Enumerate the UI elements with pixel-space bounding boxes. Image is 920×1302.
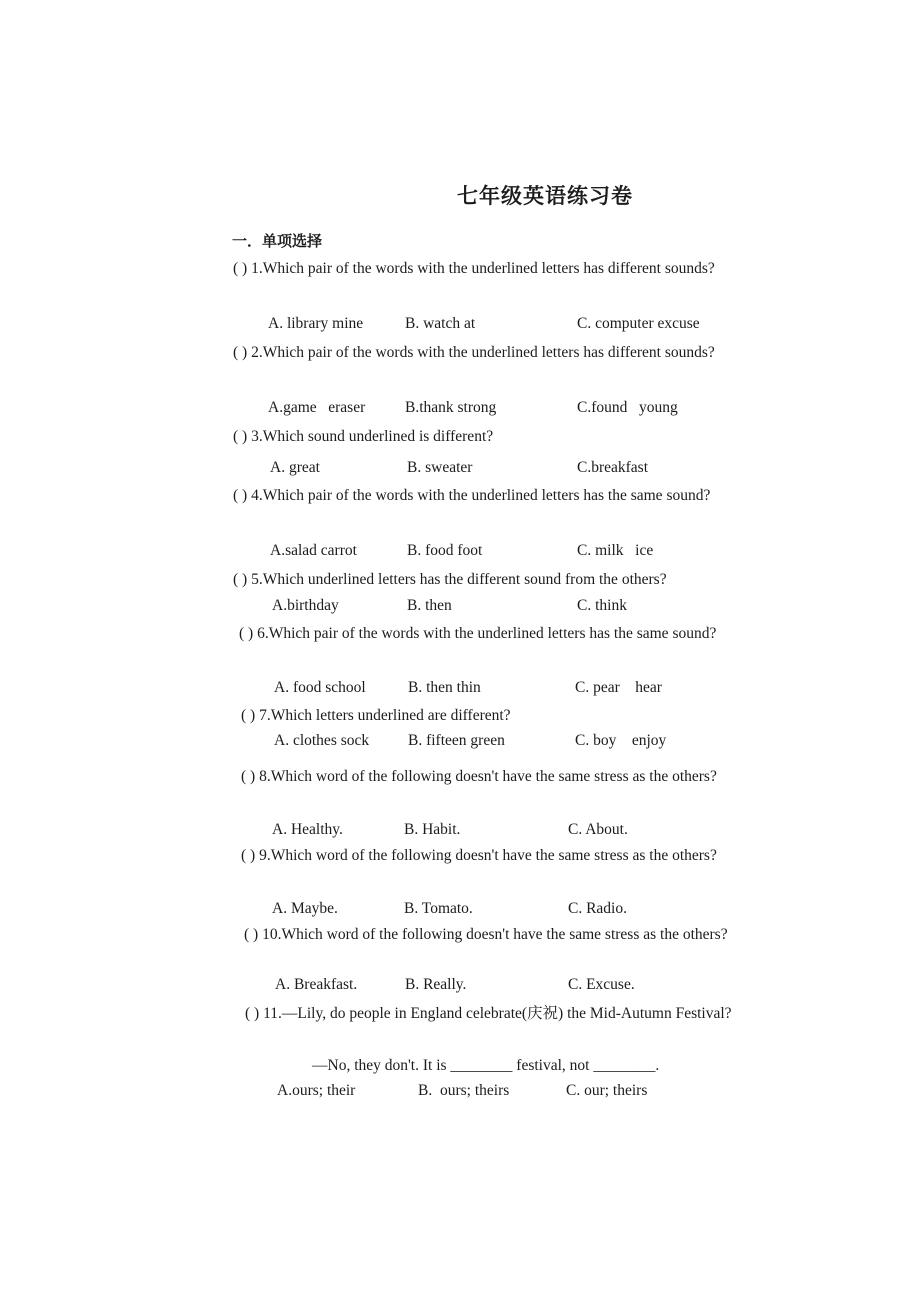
question-5-option-a: A.birthday bbox=[272, 597, 339, 614]
question-8-stem: ( ) 8.Which word of the following doesn't have the same stress as the others? bbox=[241, 768, 717, 785]
page-title: 七年级英语练习卷 bbox=[457, 184, 633, 208]
question-3-option-a: A. great bbox=[270, 459, 320, 476]
question-10-option-a: A. Breakfast. bbox=[275, 976, 358, 993]
question-7-option-b: B. fifteen green bbox=[408, 732, 505, 749]
question-5-stem: ( ) 5.Which underlined letters has the different sound from the others? bbox=[233, 571, 667, 588]
question-9-stem: ( ) 9.Which word of the following doesn't have the same stress as the others? bbox=[241, 847, 717, 864]
question-2-option-a: A.game eraser bbox=[268, 399, 366, 416]
question-3-option-c: C.breakfast bbox=[577, 459, 649, 476]
question-1-option-c: C. computer excuse bbox=[577, 315, 700, 332]
question-11-option-b: B. ours; theirs bbox=[418, 1082, 510, 1099]
question-6-stem: ( ) 6.Which pair of the words with the underlined letters has the same sound? bbox=[239, 625, 717, 642]
question-7-option-c: C. boy enjoy bbox=[575, 732, 667, 749]
question-4-stem: ( ) 4.Which pair of the words with the underlined letters has the same sound? bbox=[233, 487, 711, 504]
question-2-stem: ( ) 2.Which pair of the words with the underlined letters has different sounds? bbox=[233, 344, 715, 361]
question-1-option-b: B. watch at bbox=[405, 315, 476, 332]
question-3-option-b: B. sweater bbox=[407, 459, 473, 476]
question-11-option-c: C. our; theirs bbox=[566, 1082, 648, 1099]
question-7-option-a: A. clothes sock bbox=[274, 732, 370, 749]
question-6-option-b: B. then thin bbox=[408, 679, 481, 696]
question-9-option-a: A. Maybe. bbox=[272, 900, 338, 917]
question-1-stem: ( ) 1.Which pair of the words with the underlined letters has different sounds? bbox=[233, 260, 715, 277]
question-10-stem: ( ) 10.Which word of the following doesn't have the same stress as the others? bbox=[244, 926, 728, 943]
question-9-option-c: C. Radio. bbox=[568, 900, 627, 917]
question-3-stem: ( ) 3.Which sound underlined is different? bbox=[233, 428, 494, 445]
section-heading: 一．单项选择 bbox=[232, 234, 323, 250]
question-9-option-b: B. Tomato. bbox=[404, 900, 473, 917]
question-8-option-c: C. About. bbox=[568, 821, 628, 838]
question-1-option-a: A. library mine bbox=[268, 315, 364, 332]
question-10-option-b: B. Really. bbox=[405, 976, 467, 993]
question-2-option-b: B.thank strong bbox=[405, 399, 497, 416]
question-2-option-c: C.found young bbox=[577, 399, 678, 416]
question-11-option-a: A.ours; their bbox=[277, 1082, 356, 1099]
question-6-option-a: A. food school bbox=[274, 679, 366, 696]
question-5-option-b: B. then bbox=[407, 597, 452, 614]
question-10-option-c: C. Excuse. bbox=[568, 976, 635, 993]
question-5-option-c: C. think bbox=[577, 597, 627, 614]
question-4-option-a: A.salad carrot bbox=[270, 542, 357, 559]
question-7-stem: ( ) 7.Which letters underlined are different? bbox=[241, 707, 511, 724]
question-6-option-c: C. pear hear bbox=[575, 679, 662, 696]
question-11-dialogue: —No, they don't. It is ________ festival, not ________. bbox=[312, 1057, 660, 1074]
question-4-option-b: B. food foot bbox=[407, 542, 483, 559]
question-8-option-b: B. Habit. bbox=[404, 821, 461, 838]
question-4-option-c: C. milk ice bbox=[577, 542, 654, 559]
question-11-stem: ( ) 11.—Lily, do people in England celebrate(庆祝) the Mid-Autumn Festival? bbox=[245, 1005, 732, 1022]
question-8-option-a: A. Healthy. bbox=[272, 821, 343, 838]
